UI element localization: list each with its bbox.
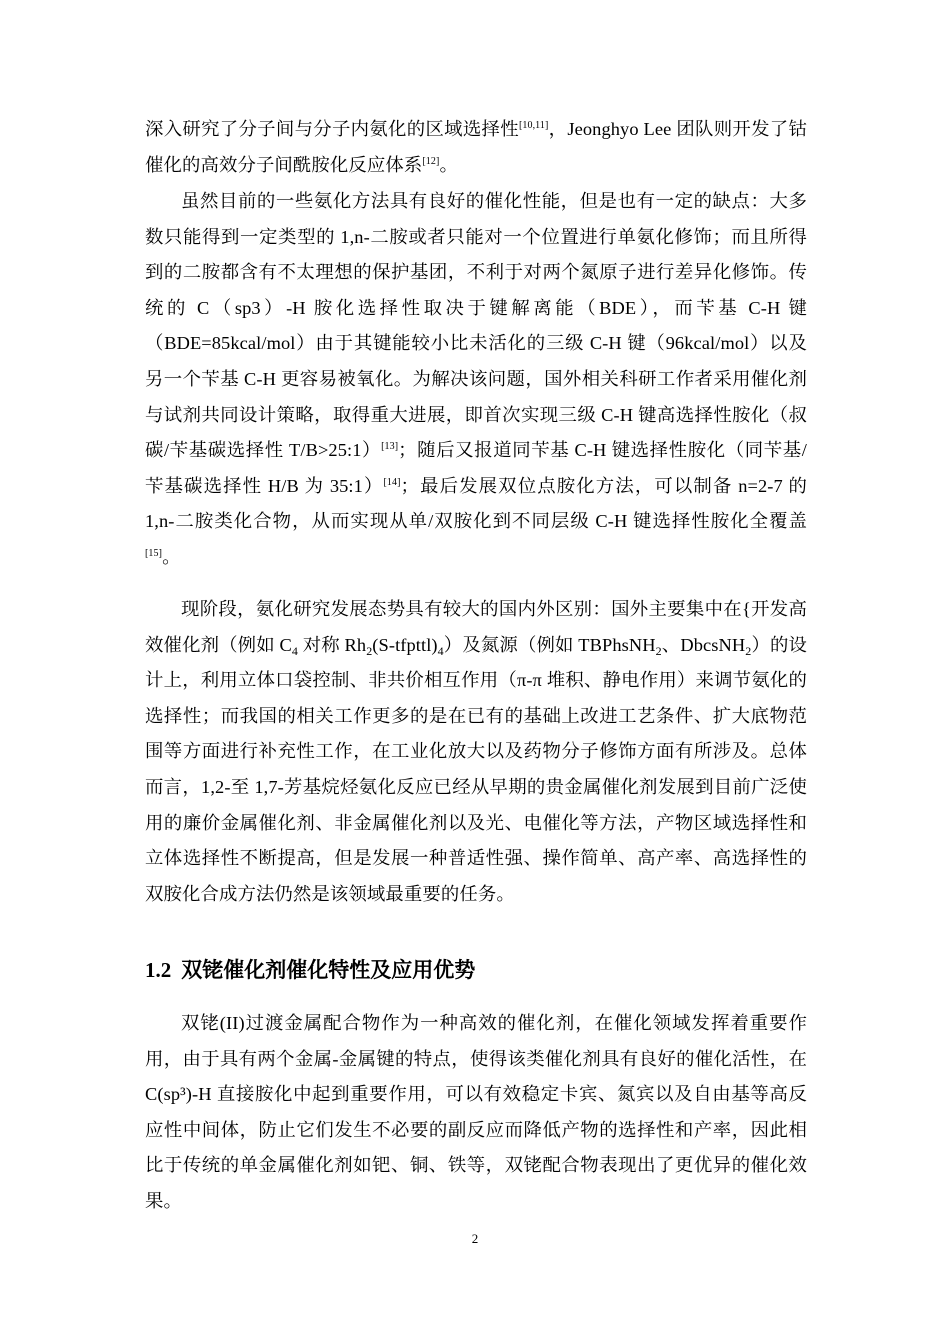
subscript: 2 <box>745 643 752 658</box>
subscript: 2 <box>655 643 662 658</box>
text-run: (S-tfpttl) <box>372 634 438 655</box>
citation: [15] <box>145 547 163 559</box>
text-run: 。 <box>439 154 458 175</box>
text-run: 现阶段，氨化研究发展态势具有较大的国内外区别：国外主要集中在{开发高效催化剂（例如 C <box>145 599 807 655</box>
text-run: 深入研究了分子间与分子内氨化的区域选择性 <box>145 119 519 139</box>
text-run: ，Jeonghyo Lee 团队则开发了钴催化的高效分子间酰胺化反应体系 <box>145 119 807 175</box>
text-run: 对称 Rh <box>297 634 367 655</box>
paragraph-continuation <box>145 112 807 183</box>
paragraph-dirhodium: 双铑(II)过渡金属配合物作为一种高效的催化剂，在催化领域发挥着重要作用，由于具有两个金属-金属键的特点，使得该类催化剂具有良好的催化活性，在 C(sp³)-H 直接胺化中起到重要作用，可以有效稳定卡宾、氮宾以及自由基等高反应性中间体，防止它们发生不必要的副反应而降低产物的选择性和产率，因此相比于传统的单金属催化剂如钯、铜、铁等，双铑配合物表现出了更优异的催化效果。 <box>145 1013 807 1211</box>
text-run: ；最后发展双位点胺化方法，可以制备 n=2-7 的 1,n-二胺类化合物，从而实现从单/双胺化到不同层级 C-H 键选择性胺化全覆盖 <box>145 475 807 532</box>
text-run: ；随后又报道同苄基 C-H 键选择性胺化（同苄基/苄基碳选择性 H/B 为 35:1） <box>145 440 807 496</box>
text-run: ）的设计上，利用立体口袋控制、非共价相互作用（π-π 堆积、静电作用）来调节氨化的选择性；而我国的相关工作更多的是在已有的基础上改进工艺条件、扩大底物范围等方面进行补充性工作，在工业化放大以及药物分子修饰方面有所涉及。总体而言，1,2-至 1,7-芳基烷烃氨化反应已经从早期的贵金属催化剂发展到目前广泛使用的廉价金属催化剂、非金属催化剂以及光、电催化等方法，产物区域选择性和立体选择性不断提高，但是发展一种普适性强、操作简单、高产率、高选择性的双胺化合成方法仍然是该领域最重要的任务。 <box>145 634 808 904</box>
text-run: 虽然目前的一些氨化方法具有良好的催化性能，但是也有一定的缺点：大多数只能得到一定类型的 1,n-二胺或者只能对一个位置进行单氨化修饰；而且所得到的二胺都含有不太理想的保护基团，不利于对两个氮原子进行差异化修饰。传统的 C（sp3）-H 胺化选择性取决于键解离能（BDE），而苄基 C-H 键（BDE=85kcal/mol）由于其键能较小比未活化的三级 C-H 键（96kcal/mol）以及另一个苄基 C-H 更容易被氧化。为解决该问题，国外相关科研工作者采用催化剂与试剂共同设计策略，取得重大进展，即首次实现三级 C-H 键高选择性胺化（叔碳/苄基碳选择性 T/B>25:1） <box>145 191 807 461</box>
subscript: 4 <box>291 643 298 658</box>
paragraph-research-trends <box>145 592 807 912</box>
section-heading <box>145 952 475 988</box>
text-run: ）及氮源（例如 TBPhsNH <box>443 634 656 655</box>
citation: [10,11] <box>518 120 549 131</box>
section-title: 双铑催化剂催化特性及应用优势 <box>181 958 476 982</box>
paragraph-amination-drawbacks <box>145 184 807 576</box>
text-run: 。 <box>162 546 181 567</box>
text-run: 、DbcsNH <box>661 634 746 655</box>
citation: [14] <box>383 476 401 488</box>
subscript: 2 <box>366 643 373 658</box>
subscript: 4 <box>437 643 444 658</box>
citation: [13] <box>381 441 399 453</box>
section-number: 1.2 <box>145 958 172 982</box>
citation: [12] <box>422 155 440 167</box>
page-number: 2 <box>471 1231 479 1246</box>
